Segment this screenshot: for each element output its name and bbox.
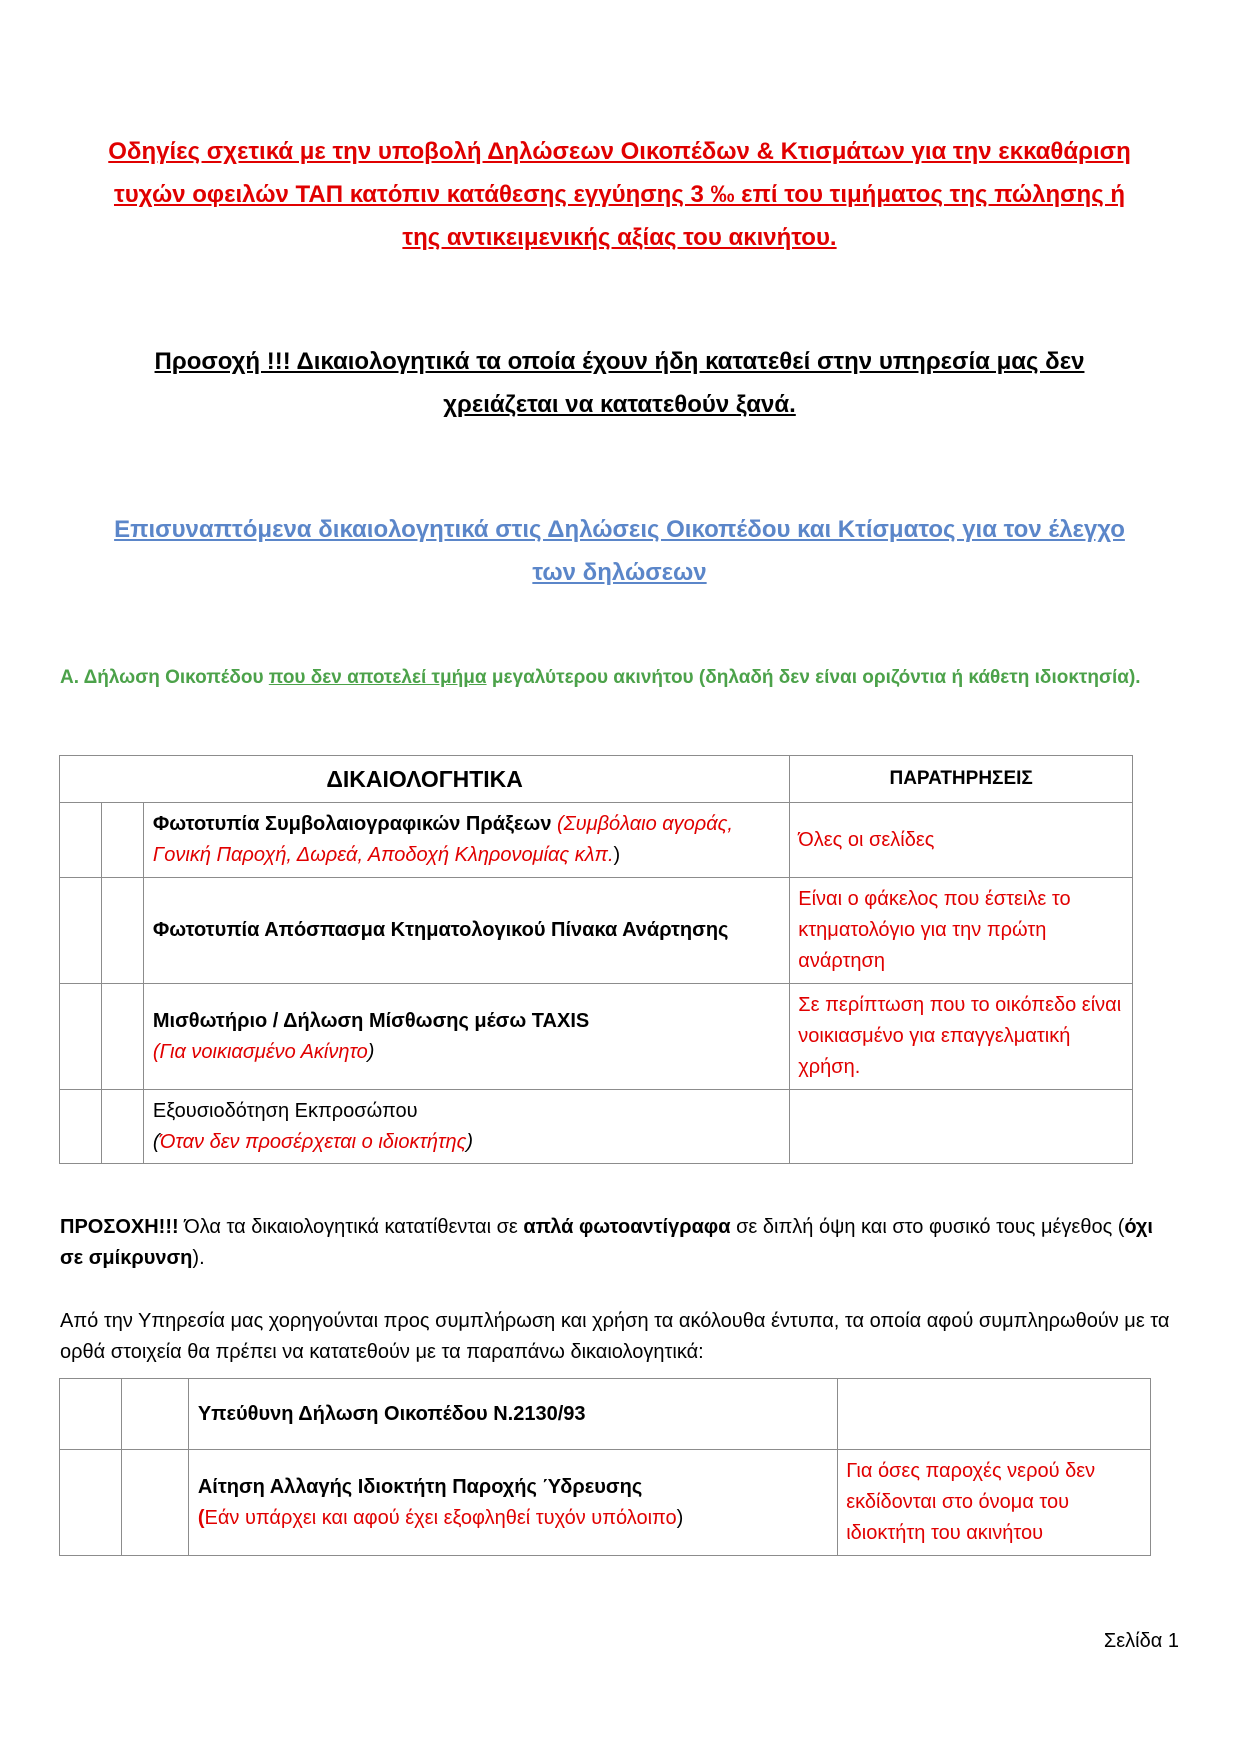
note-cell: Είναι ο φάκελος που έστειλε το κτηματολόγιο για την πρώτη ανάρτηση	[790, 878, 1133, 984]
checkbox-cell	[101, 878, 143, 984]
note-cell: Σε περίπτωση που το οικόπεδο είναι νοικιασμένο για επαγγελματική χρήση.	[790, 984, 1133, 1090]
instructions-title-line-1: Οδηγίες σχετικά με την υποβολή Δηλώσεων Οικοπέδων & Κτισμάτων για την εκκαθάριση	[108, 138, 1131, 165]
instructions-title-line-3: της αντικειμενικής αξίας του ακινήτου.	[402, 224, 837, 251]
section-a-heading	[60, 662, 1160, 694]
instructions-title	[60, 130, 1179, 259]
document-name: Μισθωτήριο / Δήλωση Μίσθωσης μέσω TAXIS	[152, 1009, 590, 1032]
attention-heading	[60, 340, 1179, 426]
notice-label: ΠΡΟΣΟΧΗ!!!	[60, 1216, 179, 1238]
form-detail: Εάν υπάρχει και αφού έχει εξοφληθεί τυχόν υπόλοιπο	[204, 1506, 677, 1529]
detail-paren: )	[367, 1040, 375, 1063]
forms-intro-paragraph: Από την Υπηρεσία μας χορηγούνται προς συμπλήρωση και χρήση τα ακόλουθα έντυπα, τα οποία αφού συμπληρωθούν με τα ορθά στοιχεία θα πρέπει να κατατεθούν με τα παραπάνω δικαιολογητικά:	[60, 1310, 1170, 1363]
detail-paren: (	[557, 813, 564, 835]
note-cell: Για όσες παροχές νερού δεν εκδίδονται στο όνομα του ιδιοκτήτη του ακινήτου	[838, 1450, 1151, 1556]
table-row	[60, 984, 1133, 1090]
instructions-title-line-2: τυχών οφειλών ΤΑΠ κατόπιν κατάθεσης εγγύησης 3 ‰ επί του τιμήματος της πώλησης ή	[113, 181, 1126, 208]
detail-paren: (	[152, 1040, 160, 1063]
documents-table-header	[60, 756, 1133, 803]
detail-paren: (	[152, 1130, 160, 1153]
attached-heading-line-1: Επισυναπτόμενα δικαιολογητικά στις Δηλώσεις Οικοπέδου και Κτίσματος για τον έλεγχο	[114, 516, 1125, 543]
forms-table	[59, 1378, 1151, 1556]
checkbox-cell	[60, 1090, 102, 1164]
checkbox-cell	[101, 1090, 143, 1164]
document-name: Φωτοτυπία Απόσπασμα Κτηματολογικού Πίνακα Ανάρτησης	[152, 919, 729, 941]
documents-table	[59, 755, 1133, 1164]
document-detail: Όταν δεν προσέρχεται ο ιδιοκτήτης	[159, 1130, 467, 1153]
notice-paragraph	[60, 1212, 1180, 1274]
header-documents: ΔΙΚΑΙΟΛΟΓΗΤΙΚΑ	[60, 756, 790, 803]
document-name: Φωτοτυπία Συμβολαιογραφικών Πράξεων	[152, 813, 557, 835]
checkbox-cell	[60, 803, 102, 878]
checkbox-cell	[101, 984, 143, 1090]
notice-bold-2: όχι σε σμίκρυνση	[60, 1216, 1153, 1269]
detail-paren: )	[676, 1506, 684, 1529]
document-cell	[143, 984, 789, 1090]
notice-text-1: Όλα τα δικαιολογητικά κατατίθενται σε	[178, 1216, 524, 1238]
section-a-suffix: μεγαλύτερου ακινήτου (δηλαδή δεν είναι οριζόντια ή κάθετη ιδιοκτησία).	[486, 667, 1141, 688]
checkbox-cell	[121, 1379, 188, 1450]
attention-heading-line-1: Προσοχή !!! Δικαιολογητικά τα οποία έχουν ήδη κατατεθεί στην υπηρεσία μας δεν	[154, 348, 1085, 375]
table-row	[60, 803, 1133, 878]
notice-bold-1: απλά φωτοαντίγραφα	[523, 1216, 731, 1238]
checkbox-cell	[101, 803, 143, 878]
note-cell	[790, 1090, 1133, 1164]
document-detail: Συμβόλαιο αγοράς, Γονική Παροχή, Δωρεά, Αποδοχή Κληρονομίας κλπ.	[152, 813, 733, 866]
detail-paren: )	[613, 844, 621, 866]
notice-text-2: σε διπλή όψη και στο φυσικό τους μέγεθος (	[730, 1216, 1125, 1238]
note-cell	[838, 1379, 1151, 1450]
attached-heading-line-2: των δηλώσεων	[532, 559, 707, 586]
form-name: Αίτηση Αλλαγής Ιδιοκτήτη Παροχής Ύδρευσης	[197, 1475, 643, 1498]
note-cell: Όλες οι σελίδες	[790, 803, 1133, 878]
notice-text-3: ).	[192, 1247, 205, 1269]
table-row	[60, 1090, 1133, 1164]
detail-paren: (	[197, 1506, 205, 1529]
document-cell	[143, 1090, 789, 1164]
section-a-prefix: Α. Δήλωση Οικοπέδου	[60, 667, 269, 688]
document-cell	[143, 803, 789, 878]
document-cell	[143, 878, 789, 984]
table-row	[60, 878, 1133, 984]
detail-paren: )	[466, 1130, 474, 1153]
form-cell	[188, 1450, 837, 1556]
form-name: Υπεύθυνη Δήλωση Οικοπέδου Ν.2130/93	[197, 1402, 586, 1425]
checkbox-cell	[60, 984, 102, 1090]
checkbox-cell	[60, 878, 102, 984]
header-notes: ΠΑΡΑΤΗΡΗΣΕΙΣ	[790, 756, 1133, 803]
section-a-underlined: που δεν αποτελεί τμήμα	[268, 667, 487, 688]
checkbox-cell	[121, 1450, 188, 1556]
document-detail: Για νοικιασμένο Ακίνητο	[159, 1040, 368, 1063]
checkbox-cell	[60, 1379, 122, 1450]
attention-heading-line-2: χρειάζεται να κατατεθούν ξανά.	[443, 391, 796, 418]
page-number: Σελίδα 1	[1103, 1630, 1179, 1652]
table-row	[60, 1450, 1151, 1556]
document-name: Εξουσιοδότηση Εκπροσώπου	[152, 1099, 418, 1122]
checkbox-cell	[60, 1450, 122, 1556]
attached-documents-heading	[60, 508, 1179, 594]
form-cell	[188, 1379, 837, 1450]
table-row	[60, 1379, 1151, 1450]
